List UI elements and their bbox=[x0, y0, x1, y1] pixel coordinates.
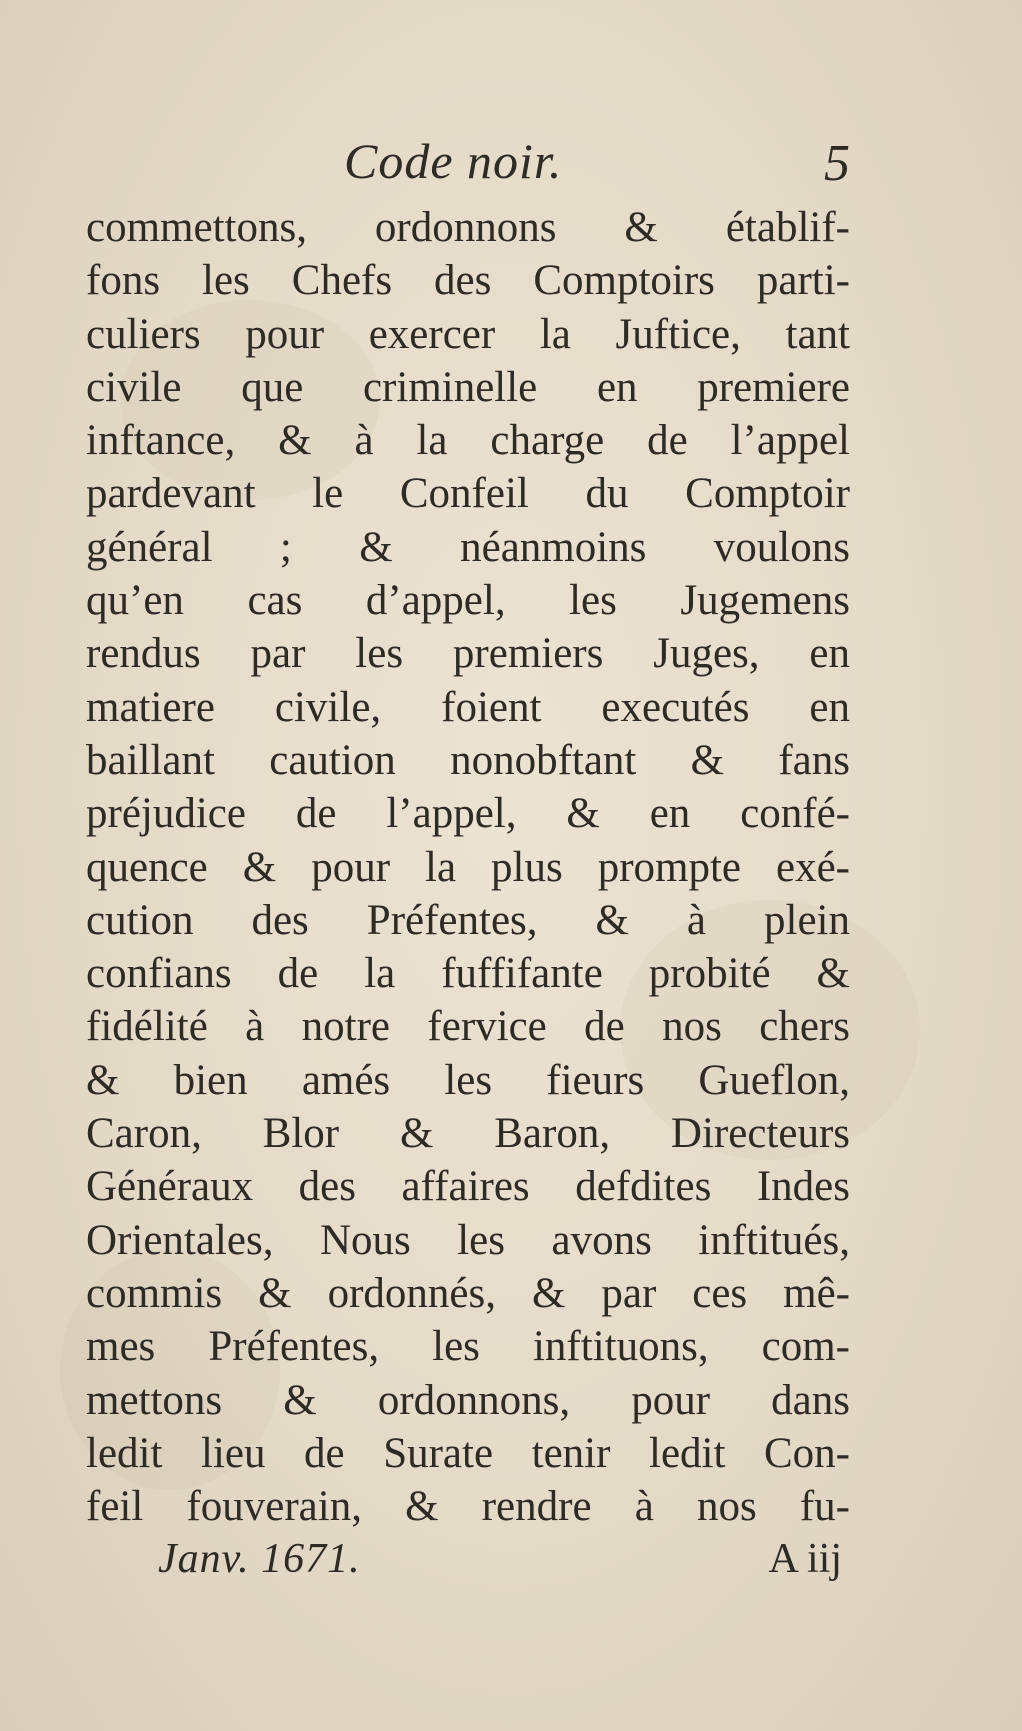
text-line: Caron, Blor & Baron, Directeurs bbox=[86, 1110, 850, 1158]
text-line: Généraux des affaires defdites Indes bbox=[86, 1163, 850, 1211]
text-line: inftance, & à la charge de l’appel bbox=[86, 417, 850, 465]
page-number: 5 bbox=[824, 135, 850, 192]
text-line: général ; & néanmoins voulons bbox=[86, 523, 850, 571]
text-line: feil fouverain, & rendre à nos fu- bbox=[86, 1483, 850, 1531]
text-line: confians de la fuffifante probité & bbox=[86, 950, 850, 998]
text-line: Orientales, Nous les avons inftitués, bbox=[86, 1216, 850, 1264]
text-line: quence & pour la plus prompte exé- bbox=[86, 843, 850, 891]
text-line: ledit lieu de Surate tenir ledit Con- bbox=[86, 1429, 850, 1477]
text-line: baillant caution nonobftant & fans bbox=[86, 736, 850, 784]
page-footer bbox=[86, 1535, 850, 1595]
text-line: rendus par les premiers Juges, en bbox=[86, 630, 850, 678]
running-title: Code noir. bbox=[344, 133, 563, 189]
text-line: civile que criminelle en premiere bbox=[86, 363, 850, 411]
text-line: commettons, ordonnons & établif- bbox=[86, 204, 850, 251]
text-line: pardevant le Confeil du Comptoir bbox=[86, 470, 850, 518]
text-line: culiers pour exercer la Juftice, tant bbox=[86, 310, 850, 358]
body-text bbox=[86, 201, 850, 1533]
text-line: fidélité à notre fervice de nos chers bbox=[86, 1003, 850, 1051]
text-line: qu’en cas d’appel, les Jugemens bbox=[86, 577, 850, 625]
text-line: & bien amés les fieurs Gueflon, bbox=[86, 1056, 850, 1104]
text-line: mes Préfentes, les inftituons, com- bbox=[86, 1323, 850, 1371]
page-header bbox=[86, 132, 850, 198]
signature-mark: A iij bbox=[768, 1536, 842, 1582]
text-line: matiere civile, foient executés en bbox=[86, 683, 850, 731]
text-line: commis & ordonnés, & par ces mê- bbox=[86, 1269, 850, 1317]
text-line: mettons & ordonnons, pour dans bbox=[86, 1376, 850, 1424]
text-line: préjudice de l’appel, & en confé- bbox=[86, 790, 850, 838]
footer-date: Janv. 1671. bbox=[158, 1536, 361, 1582]
text-line: fons les Chefs des Comptoirs parti- bbox=[86, 257, 850, 305]
text-line: cution des Préfentes, & à plein bbox=[86, 896, 850, 944]
